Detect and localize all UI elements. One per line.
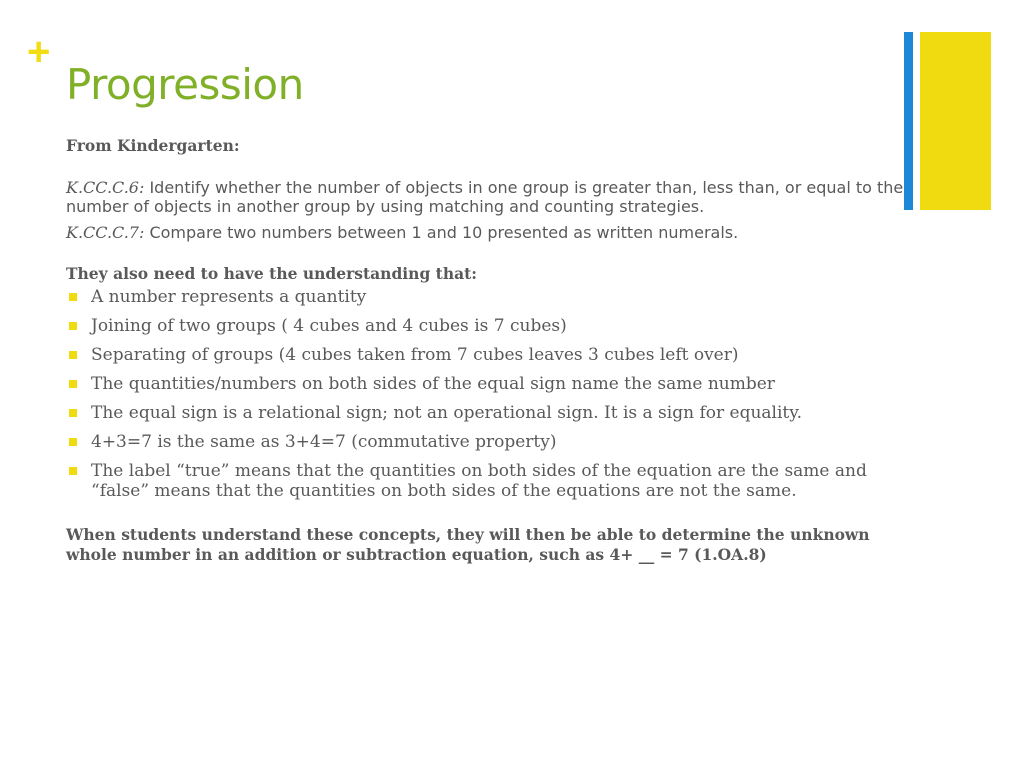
square-bullet-icon <box>69 293 77 301</box>
list-item-text: The equal sign is a relational sign; not an operational sign. It is a sign for equality. <box>91 403 802 423</box>
square-bullet-icon <box>69 438 77 446</box>
bullet-list <box>66 287 921 501</box>
standard-k-cc-c-7 <box>66 223 921 242</box>
accent-block-yellow <box>920 32 991 210</box>
list-item <box>66 374 921 394</box>
slide-title: Progression <box>66 60 304 109</box>
list-item-text: A number represents a quantity <box>91 287 367 307</box>
list-item <box>66 345 921 365</box>
square-bullet-icon <box>69 351 77 359</box>
understanding-heading: They also need to have the understanding that: <box>66 264 478 283</box>
list-item <box>66 461 921 501</box>
list-item-text: Joining of two groups ( 4 cubes and 4 cubes is 7 cubes) <box>91 316 567 336</box>
list-item <box>66 287 921 307</box>
list-item <box>66 432 921 452</box>
standard-text: Compare two numbers between 1 and 10 presented as written numerals. <box>144 223 739 242</box>
list-item-text: The quantities/numbers on both sides of the equal sign name the same number <box>91 374 775 394</box>
list-item <box>66 316 921 336</box>
square-bullet-icon <box>69 409 77 417</box>
square-bullet-icon <box>69 380 77 388</box>
conclusion-text: When students understand these concepts, they will then be able to determine the unknown whole number in an addition or subtraction equation, such as 4+ __ = 7 (1.OA.8) <box>66 525 870 564</box>
list-item-text: The label “true” means that the quantities on both sides of the equation are the same and “false” means that the quantities on both sides of the equations are not the same. <box>91 461 867 501</box>
standard-text: Identify whether the number of objects in one group is greater than, less than, or equal to the number of objects in another group by using matching and counting strategies. <box>66 178 904 216</box>
standard-code: K.CC.C.6: <box>66 178 145 197</box>
list-item-text: Separating of groups (4 cubes taken from 7 cubes leaves 3 cubes left over) <box>91 345 739 365</box>
list-item-text: 4+3=7 is the same as 3+4=7 (commutative property) <box>91 432 557 452</box>
standard-code: K.CC.C.7: <box>66 223 145 242</box>
from-kindergarten-heading: From Kindergarten: <box>66 136 240 155</box>
plus-icon: + <box>27 30 51 74</box>
square-bullet-icon <box>69 467 77 475</box>
list-item <box>66 403 921 423</box>
slide-content <box>66 136 921 581</box>
standard-k-cc-c-6 <box>66 178 921 216</box>
square-bullet-icon <box>69 322 77 330</box>
